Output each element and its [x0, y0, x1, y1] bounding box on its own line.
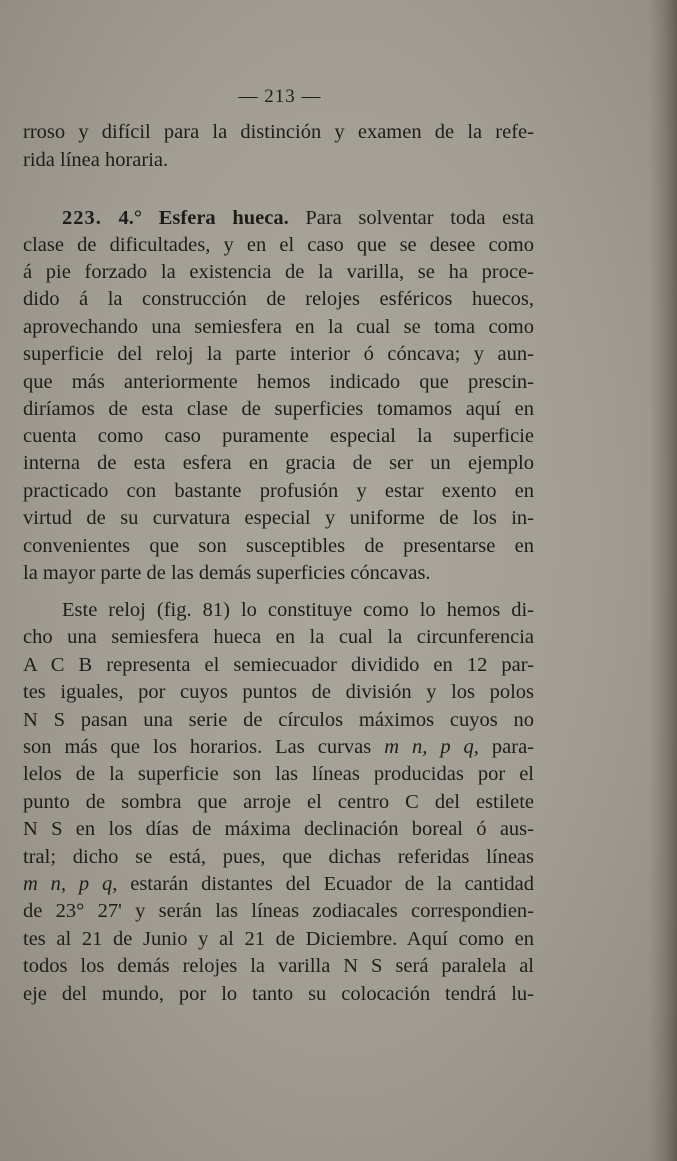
text-line: Este reloj (fig. 81) lo constituye como lo hemos di-	[62, 599, 534, 621]
text-line: tes iguales, por cuyos puntos de división y los polos	[23, 681, 534, 703]
text-line: que más anteriormente hemos indicado que prescin-	[23, 371, 534, 393]
text-fragment: estarán distantes del Ecuador de la cantidad	[130, 873, 535, 895]
text-line: de 23° 27' y serán las líneas zodiacales correspondien-	[23, 900, 534, 922]
text-line: todos los demás relojes la varilla N S será paralela al	[23, 955, 534, 977]
text-fragment: son más que los horarios. Las curvas	[23, 736, 372, 758]
text-line: practicado con bastante profusión y estar exento en	[23, 480, 534, 502]
text-line-curves	[23, 871, 534, 898]
page-edge-shadow	[649, 0, 677, 1161]
text-line: tral; dicho se está, pues, que dichas referidas líneas	[23, 846, 534, 868]
text-line: punto de sombra que arroje el centro C del estilete	[23, 791, 534, 813]
section-number: 223.	[62, 207, 102, 229]
text-line: la mayor parte de las demás superficies cóncavas.	[23, 562, 431, 584]
text-fragment: para-	[491, 736, 534, 758]
section-heading-line	[62, 205, 534, 232]
text-line: diríamos de esta clase de superficies tomamos aquí en	[23, 398, 534, 420]
text-line: N S en los días de máxima declinación boreal ó aus-	[23, 818, 534, 840]
page-number: — 213 —	[238, 86, 322, 107]
text-line: rida línea horaria.	[23, 149, 169, 171]
text-line: clase de dificultades, y en el caso que se desee como	[23, 234, 534, 256]
text-line: interna de esta esfera en gracia de ser un ejemplo	[23, 452, 534, 474]
text-line: convenientes que son susceptibles de presentarse en	[23, 535, 534, 557]
text-line: superficie del reloj la parte interior ó cóncava; y aun-	[23, 343, 534, 365]
text-line: N S pasan una serie de círculos máximos cuyos no	[23, 709, 534, 731]
curve-label: m n, p q,	[384, 736, 479, 758]
text-line: virtud de su curvatura especial y uniforme de los in-	[23, 507, 534, 529]
text-line: rroso y difícil para la distinción y examen de la refe-	[23, 121, 534, 143]
text-line: cho una semiesfera hueca en la cual la circunferencia	[23, 626, 534, 648]
text-line: dido á la construcción de relojes esféricos huecos,	[23, 288, 534, 310]
section-title: 4.° Esfera hueca.	[118, 207, 289, 229]
text-line: A C B representa el semiecuador dividido en 12 par-	[23, 654, 534, 676]
text-line: cuenta como caso puramente especial la superficie	[23, 425, 534, 447]
text-line-curves	[23, 734, 534, 761]
text-line: tes al 21 de Junio y al 21 de Diciembre. Aquí como en	[23, 928, 534, 950]
text-fragment: Para solventar toda esta	[305, 207, 535, 229]
text-line: eje del mundo, por lo tanto su colocación tendrá lu-	[23, 983, 534, 1005]
text-line: lelos de la superficie son las líneas producidas por el	[23, 763, 534, 785]
text-line: á pie forzado la existencia de la varilla, se ha proce-	[23, 261, 534, 283]
curve-label: m n, p q,	[23, 873, 118, 895]
text-line: aprovechando una semiesfera en la cual se toma como	[23, 316, 534, 338]
